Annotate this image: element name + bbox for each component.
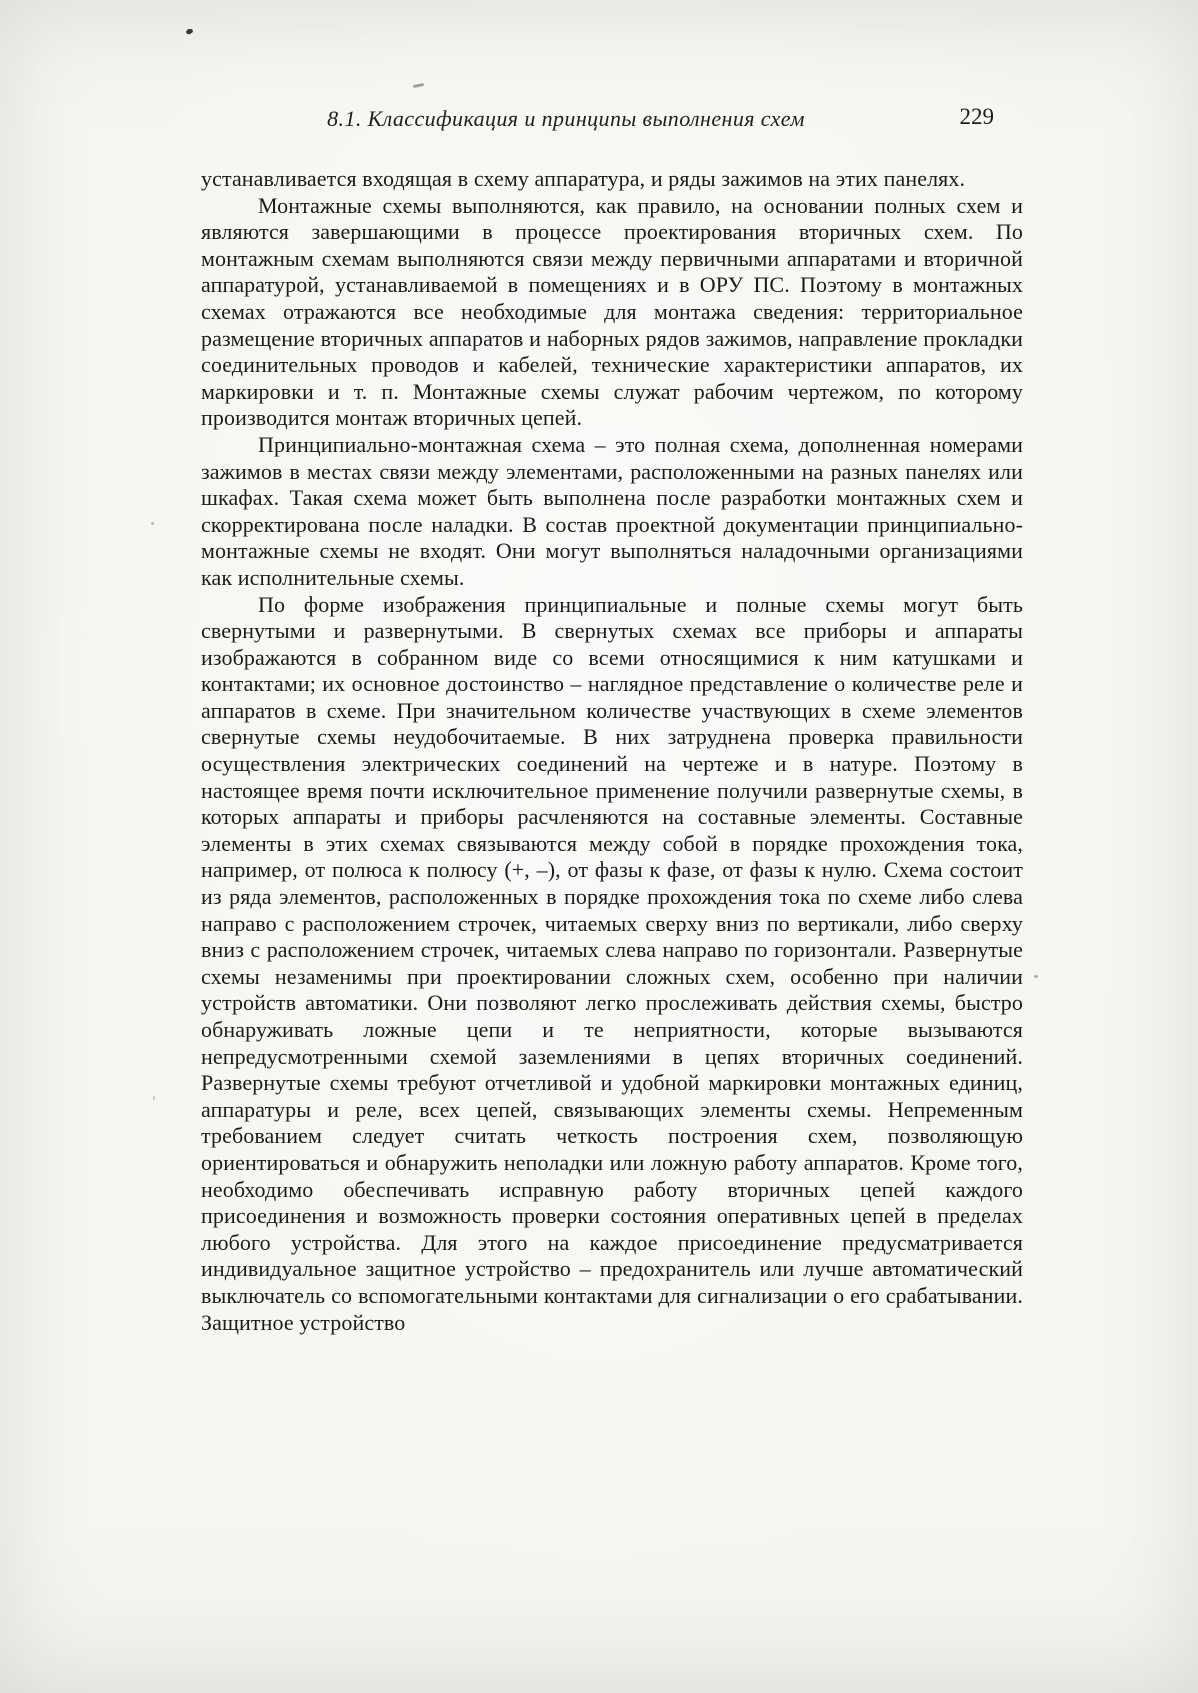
paragraph-montage-schemes: Монтажные схемы выполняются, как правило, на основании полных схем и являются завершающими в процессе проектирования вторичных схем. По монтажным схемам выполняются связи между первичными аппаратами и вторичной аппаратурой, устанавливаемой в помещениях и в ОРУ ПС. Поэтому в монтажных схемах отражаются все необходимые для монтажа сведения: территориальное размещение вторичных аппаратов и наборных рядов зажимов, направление прокладки соединительных проводов и кабелей, технические характеристики аппаратов, их маркировки и т. п. Монтажные схемы служат рабочим чертежом, по которому производится монтаж вторичных цепей. [201, 192, 1023, 431]
scan-speckle [185, 28, 193, 35]
section-title: 8.1. Классификация и принципы выполнения схем [327, 106, 805, 131]
body-text [201, 166, 1023, 1336]
paragraph-principal-montage-scheme: Принципиально-монтажная схема – это полная схема, дополненная номерами зажимов в местах связи между элементами, расположенными на разных панелях или шкафах. Такая схема может быть выполнена после разработки монтажных схем и скорректирована после наладки. В состав проектной документации принципиально-монтажные схемы не входят. Они могут выполняться наладочными организациями как исполнительные схемы. [201, 431, 1023, 590]
scan-speckle [153, 1096, 155, 1100]
running-head [200, 106, 1022, 136]
scan-speckle [1034, 975, 1038, 978]
paragraph-scheme-forms: По форме изображения принципиальные и полные схемы могут быть свернутыми и развернутыми. В свернутых схемах все приборы и аппараты изображаются в собранном виде со всеми относящимися к ним катушками и контактами; их основное достоинство – наглядное представление о количестве реле и аппаратов в схеме. При значительном количестве участвующих в схеме элементов свернутые схемы неудобочитаемые. В них затруднена проверка правильности осуществления электрических соединений на чертеже и в натуре. Поэтому в настоящее время почти исключительное применение получили развернутые схемы, в которых аппараты и приборы расчленяются на составные элементы. Составные элементы в этих схемах связываются между собой в порядке прохождения тока, например, от полюса к полюсу (+, –), от фазы к фазе, от фазы к нулю. Схема состоит из ряда элементов, расположенных в порядке прохождения тока по схеме либо слева направо с расположением строчек, читаемых сверху вниз по вертикали, либо сверху вниз с расположением строчек, читаемых слева направо по горизонтали. Развернутые схемы незаменимы при проектировании сложных схем, особенно при наличии устройств автоматики. Они позволяют легко прослеживать действия схемы, быстро обнаруживать ложные цепи и те неприятности, которые вызываются непредусмотренными схемой заземлениями в цепях вторичных соединений. Развернутые схемы требуют отчетливой и удобной маркировки монтажных единиц, аппаратуры и реле, всех цепей, связывающих элементы схемы. Непременным требованием следует считать четкость построения схем, позволяющую ориентироваться и обнаружить неполадки или ложную работу аппаратов. Кроме того, необходимо обеспечивать исправную работу вторичных цепей каждого присоединения и возможность проверки состояния оперативных цепей в пределах любого устройства. Для этого на каждое присоединение предусматривается индивидуальное защитное устройство – предохранитель или лучше автоматический выключатель со вспомогательными контактами для сигнализации о его срабатывании. Защитное устройство [201, 591, 1023, 1335]
paragraph-continuation: устанавливается входящая в схему аппаратура, и ряды зажимов на этих панелях. [201, 166, 966, 191]
page-number: 229 [959, 104, 994, 129]
scan-speckle [151, 522, 154, 525]
scan-speckle [413, 83, 424, 88]
